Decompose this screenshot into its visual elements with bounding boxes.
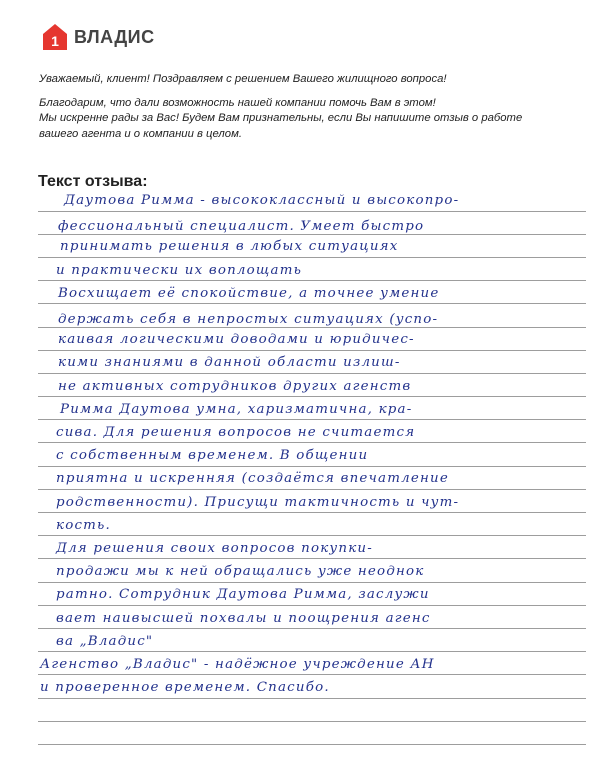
ruled-line (38, 744, 586, 745)
handwritten-line: кость. (56, 517, 112, 533)
logo-digit: 1 (51, 33, 59, 49)
intro-text (39, 72, 569, 142)
handwritten-line: Даутова Римма - высококласcный и высокопро- (64, 193, 460, 208)
handwritten-line: кими знаниями в данной области излиш- (58, 355, 401, 371)
handwritten-line: каивая логическими доводами и юридичес- (58, 332, 415, 348)
ruled-line (38, 535, 586, 536)
handwritten-line: с собственным временем. В общении (56, 448, 369, 464)
handwritten-line: и практически их воплощать (56, 262, 303, 278)
intro-line: Благодарим, что дали возможность нашей компании помочь Вам в этом! (39, 96, 436, 109)
handwritten-line: Римма Даутова умна, харизматична, кра- (60, 401, 413, 417)
review-title: Текст отзыва: (38, 173, 148, 190)
brand-name: ВЛАДИС (74, 26, 155, 47)
handwritten-line: приятна и искренняя (создаётся впечатление (56, 471, 449, 487)
handwritten-line: родственности). Присущи тактичность и чут- (56, 494, 460, 510)
ruled-line (38, 721, 586, 722)
handwritten-line: не активных сотрудников других агенств (58, 378, 412, 394)
intro-line: Мы искренне рады за Вас! Будем Вам признательны, если Вы напишите отзыв о работе (39, 112, 523, 124)
handwritten-line: вает наивысшей похвалы и поощрения агенс (56, 610, 431, 626)
handwritten-line: Восхищает её спокойствие, а точнее умение (58, 285, 440, 301)
intro-line: вашего агента и о компании в целом. (39, 127, 242, 140)
handwritten-line: и проверенное временем. Спасибо. (40, 680, 330, 696)
handwritten-line: Для решения своих вопросов покупки- (56, 541, 373, 556)
handwritten-line: принимать решения в любых ситуациях (60, 239, 399, 255)
handwritten-line: Агенство „Владис" - надёжное учреждение АН (40, 657, 435, 672)
ruled-line (38, 211, 586, 212)
handwritten-line: держать себя в непростых ситуациях (успо- (58, 312, 439, 327)
handwritten-line: ва „Владис" (56, 633, 154, 649)
greeting: Уважаемый, клиент! Поздравляем с решением Вашего жилищного вопроса! (39, 73, 447, 85)
handwritten-line: сива. Для решения вопросов не считается (56, 425, 416, 440)
handwritten-line: продажи мы к ней обращались уже неоднок (56, 564, 425, 580)
handwritten-line: ратно. Сотрудник Даутова Римма, заслужи (56, 587, 430, 603)
vladis-logo (42, 22, 155, 52)
handwritten-line: фессиональный специалист. Умеет быстро (58, 219, 425, 235)
house-icon (42, 23, 68, 51)
